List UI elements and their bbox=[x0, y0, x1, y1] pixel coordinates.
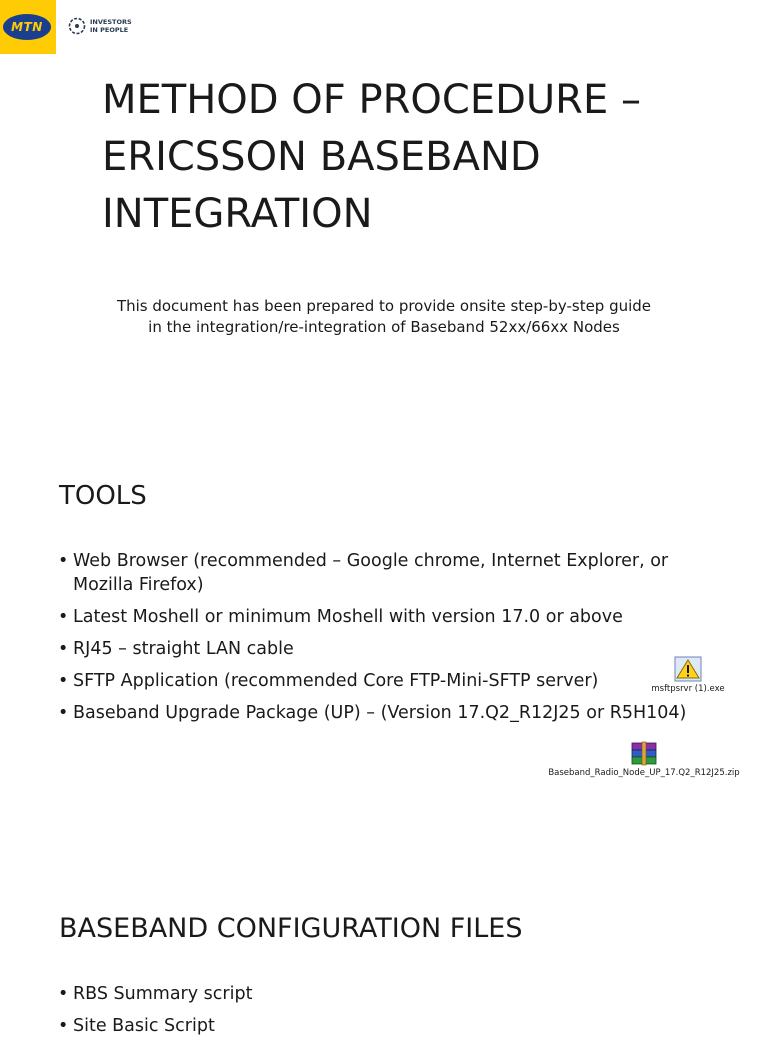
intro-line2: in the integration/re-integration of Baseband 52xx/66xx Nodes bbox=[148, 318, 620, 336]
tools-item-rj45-cable: • RJ45 – straight LAN cable bbox=[58, 637, 698, 661]
config-item-rbs-summary: • RBS Summary script bbox=[58, 982, 698, 1006]
tools-item-upgrade-package: • Baseband Upgrade Package (UP) – (Version 17.Q2_R12J25 or R5H104) bbox=[58, 701, 698, 725]
intro-line1: This document has been prepared to provide onsite step-by-step guide bbox=[116, 297, 652, 315]
tools-item-sftp-application: • SFTP Application (recommended Core FTP-Mini-SFTP server) bbox=[58, 669, 698, 693]
attachment-baseband-up-zip[interactable] bbox=[548, 742, 740, 778]
intro-paragraph bbox=[84, 296, 684, 338]
tools-item-web-browser: • Web Browser (recommended – Google chrome, Internet Explorer, or Mozilla Firefox) bbox=[58, 549, 698, 597]
document-title: METHOD OF PROCEDURE – ERICSSON BASEBAND INTEGRATION bbox=[102, 77, 641, 237]
warning-exe-icon bbox=[674, 656, 702, 682]
attachment-msftpsrvr[interactable] bbox=[644, 656, 732, 694]
investors-in-people-logo bbox=[67, 16, 132, 36]
winrar-archive-icon bbox=[630, 742, 658, 766]
mtn-logo-text: MTN bbox=[3, 14, 51, 40]
mtn-logo bbox=[0, 0, 56, 54]
config-item-site-basic: • Site Basic Script bbox=[58, 1014, 698, 1038]
tools-list bbox=[58, 549, 698, 733]
attachment-filename: Baseband_Radio_Node_UP_17.Q2_R12J25.zip bbox=[548, 768, 740, 778]
tools-heading: TOOLS bbox=[59, 481, 147, 511]
attachment-filename: msftpsrvr (1).exe bbox=[651, 684, 725, 694]
config-files-heading: BASEBAND CONFIGURATION FILES bbox=[59, 913, 523, 944]
investors-line1: INVESTORS bbox=[90, 18, 132, 26]
investors-in-people-icon bbox=[67, 16, 87, 36]
tools-item-moshell: • Latest Moshell or minimum Moshell with version 17.0 or above bbox=[58, 605, 698, 629]
investors-line2: IN PEOPLE bbox=[90, 26, 129, 34]
config-files-list bbox=[58, 982, 698, 1046]
